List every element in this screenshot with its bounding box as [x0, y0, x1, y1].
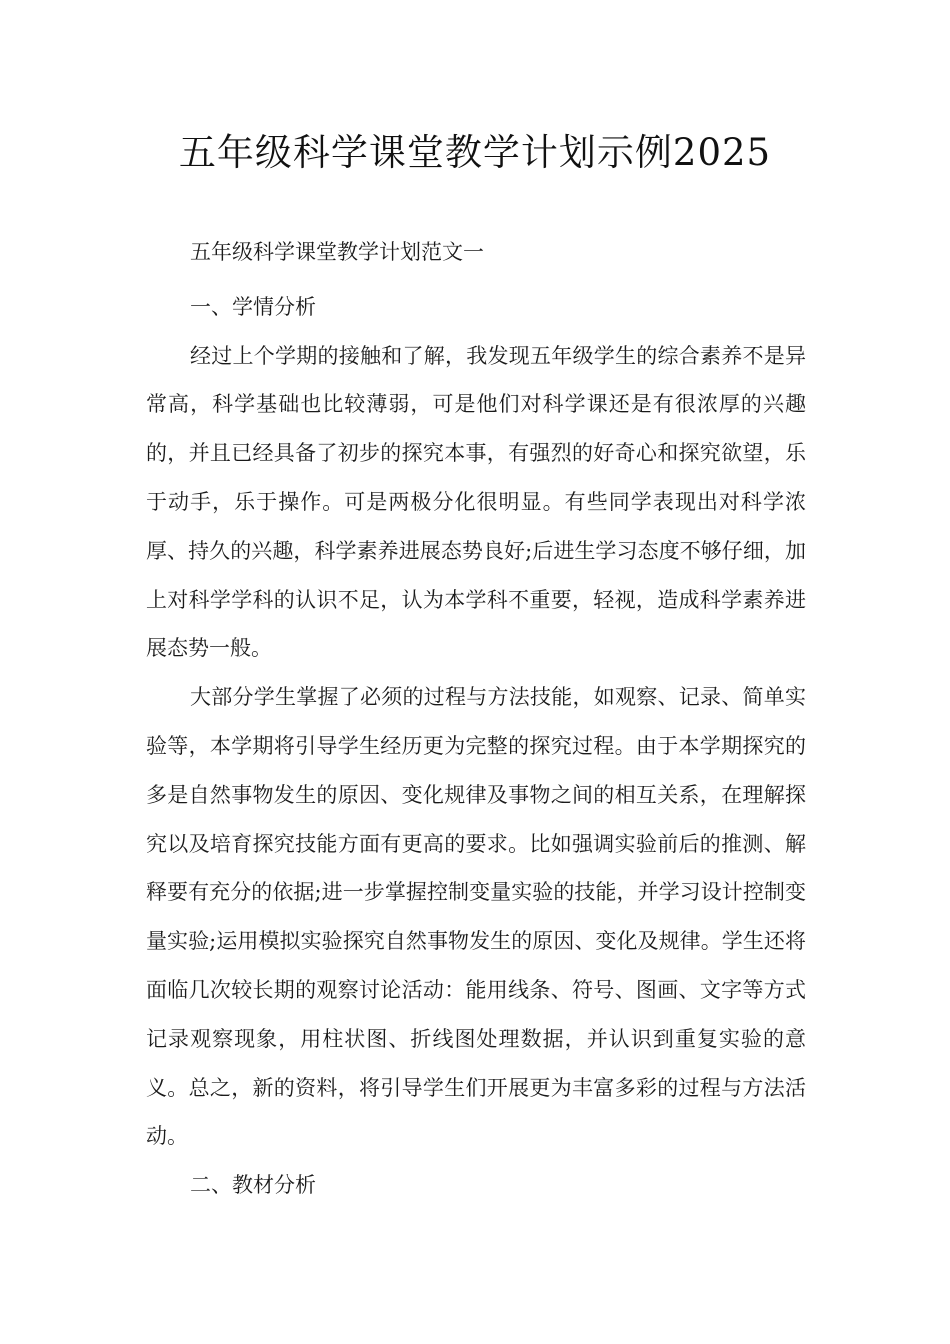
section-heading-learning-analysis: 一、学情分析	[190, 294, 316, 319]
section-heading-textbook-analysis: 二、教材分析	[190, 1173, 316, 1198]
document-body	[146, 228, 806, 1210]
document-subtitle: 五年级科学课堂教学计划范文一	[190, 240, 484, 264]
document-title: 五年级科学课堂教学计划示例2025	[178, 131, 772, 174]
paragraph-skills-and-methods: 大部分学生掌握了必须的过程与方法技能，如观察、记录、简单实验等，本学期将引导学生经历更为完整的探究过程。由于本学期探究的多是自然事物发生的原因、变化规律及事物之间的相互关系，在理解探究以及培育探究技能方面有更高的要求。比如强调实验前后的推测、解释要有充分的依据;进一步掌握控制变量实验的技能，并学习设计控制变量实验;运用模拟实验探究自然事物发生的原因、变化及规律。学生还将面临几次较长期的观察讨论活动：能用线条、符号、图画、文字等方式记录观察现象，用柱状图、折线图处理数据，并认识到重复实验的意义。总之，新的资料，将引导学生们开展更为丰富多彩的过程与方法活动。	[146, 685, 806, 1149]
paragraph-student-overview: 经过上个学期的接触和了解，我发现五年级学生的综合素养不是异常高，科学基础也比较薄弱，可是他们对科学课还是有很浓厚的兴趣的，并且已经具备了初步的探究本事，有强烈的好奇心和探究欲望，乐于动手，乐于操作。可是两极分化很明显。有些同学表现出对科学浓厚、持久的兴趣，科学素养进展态势良好;后进生学习态度不够仔细，加上对科学学科的认识不足，认为本学科不重要，轻视，造成科学素养进展态势一般。	[146, 343, 806, 661]
